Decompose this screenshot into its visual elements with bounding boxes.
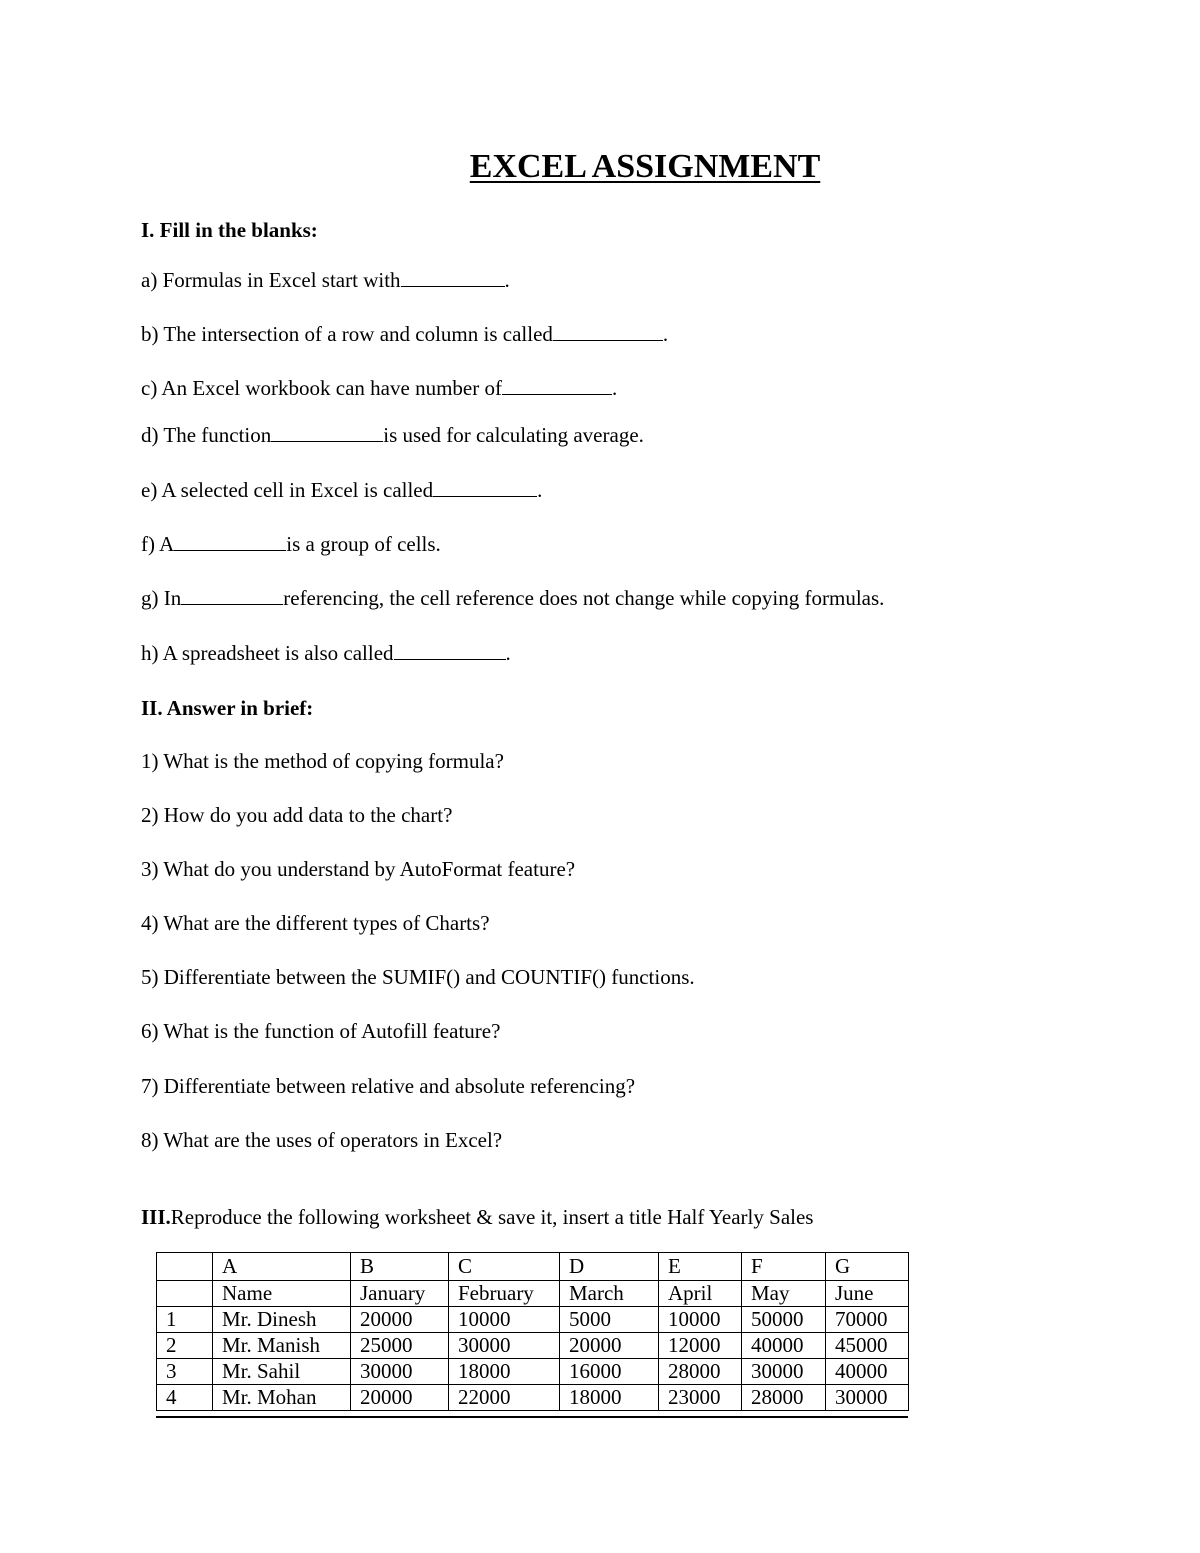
question-3: 3) What do you understand by AutoFormat feature? (141, 857, 576, 881)
table-cell: February (449, 1281, 560, 1307)
table-cell: 18000 (560, 1385, 659, 1411)
table-cell: March (560, 1281, 659, 1307)
item-text: d) The function (141, 423, 272, 447)
section-three-label: III. (141, 1205, 171, 1229)
table-cell: 30000 (826, 1385, 909, 1411)
table-cell: 2 (157, 1333, 213, 1359)
table-cell: 3 (157, 1359, 213, 1385)
table-row (157, 1333, 909, 1359)
question-8: 8) What are the uses of operators in Excel? (141, 1128, 503, 1152)
table-cell: 12000 (659, 1333, 742, 1359)
page-title: EXCEL ASSIGNMENT (469, 148, 821, 185)
table-cell: May (742, 1281, 826, 1307)
item-text: a) Formulas in Excel start with (141, 268, 401, 292)
item-text: e) A selected cell in Excel is called (141, 478, 434, 502)
blank-line (174, 532, 286, 551)
table-cell: 45000 (826, 1333, 909, 1359)
table-cell: G (826, 1253, 909, 1281)
fill-blank-item-b (141, 322, 668, 347)
section-heading-fill-blanks: I. Fill in the blanks: (141, 218, 318, 242)
item-text: . (662, 322, 669, 346)
blank-line (502, 376, 612, 395)
table-row (157, 1307, 909, 1333)
column-letter-row (157, 1253, 909, 1281)
table-row (157, 1385, 909, 1411)
table-cell: 22000 (449, 1385, 560, 1411)
table-cell: 10000 (449, 1307, 560, 1333)
table-cell: 25000 (351, 1333, 449, 1359)
table-cell: 10000 (659, 1307, 742, 1333)
section-heading-answer-brief: II. Answer in brief: (141, 696, 314, 720)
blank-line (401, 268, 505, 287)
table-cell: 70000 (826, 1307, 909, 1333)
table-cell: 4 (157, 1385, 213, 1411)
item-text: c) An Excel workbook can have number of (141, 376, 502, 400)
header-row (157, 1281, 909, 1307)
table-cell: 50000 (742, 1307, 826, 1333)
section-three-text: Reproduce the following worksheet & save it, insert a title Half Yearly Sales (170, 1205, 814, 1229)
table-cell: Mr. Manish (213, 1333, 351, 1359)
worksheet-table (156, 1252, 909, 1411)
blank-line (394, 641, 506, 660)
table-cell: June (826, 1281, 909, 1307)
table-cell: 23000 (659, 1385, 742, 1411)
question-4: 4) What are the different types of Charts? (141, 911, 490, 935)
blank-line (553, 322, 663, 341)
table-cell: Mr. Mohan (213, 1385, 351, 1411)
item-text: referencing, the cell reference does not change while copying formulas. (283, 586, 885, 610)
table-cell: 20000 (351, 1307, 449, 1333)
table-cell: F (742, 1253, 826, 1281)
table-cell (157, 1253, 213, 1281)
question-6: 6) What is the function of Autofill feature? (141, 1019, 501, 1043)
table-bottom-rule (156, 1416, 908, 1418)
fill-blank-item-a (141, 268, 510, 293)
table-cell: April (659, 1281, 742, 1307)
table-cell: B (351, 1253, 449, 1281)
item-text: g) In (141, 586, 182, 610)
table-cell: Name (213, 1281, 351, 1307)
question-7: 7) Differentiate between relative and absolute referencing? (141, 1074, 636, 1098)
fill-blank-item-d (141, 423, 644, 448)
blank-line (271, 423, 383, 442)
table-cell: 20000 (351, 1385, 449, 1411)
table-cell: 40000 (742, 1333, 826, 1359)
table-cell: 28000 (659, 1359, 742, 1385)
table-cell: 30000 (449, 1333, 560, 1359)
item-text: h) A spreadsheet is also called (141, 641, 394, 665)
table-cell: 20000 (560, 1333, 659, 1359)
blank-line (433, 478, 537, 497)
blank-line (181, 586, 283, 605)
item-text: b) The intersection of a row and column is called (141, 322, 553, 346)
table-cell (157, 1281, 213, 1307)
table-cell: 28000 (742, 1385, 826, 1411)
section-three-instruction (141, 1205, 813, 1230)
table-cell: 5000 (560, 1307, 659, 1333)
question-2: 2) How do you add data to the chart? (141, 803, 453, 827)
item-text: is a group of cells. (286, 532, 441, 556)
table-cell: 1 (157, 1307, 213, 1333)
item-text: . (537, 478, 543, 502)
fill-blank-item-f (141, 532, 441, 557)
item-text: . (504, 268, 510, 292)
fill-blank-item-g (141, 586, 884, 611)
table-cell: 40000 (826, 1359, 909, 1385)
table-cell: January (351, 1281, 449, 1307)
question-1: 1) What is the method of copying formula? (141, 749, 504, 773)
item-text: f) A (141, 532, 175, 556)
table-row (157, 1359, 909, 1385)
item-text: is used for calculating average. (383, 423, 644, 447)
table-cell: 18000 (449, 1359, 560, 1385)
fill-blank-item-e (141, 478, 542, 503)
item-text: . (611, 376, 618, 400)
table-cell: A (213, 1253, 351, 1281)
table-cell: C (449, 1253, 560, 1281)
fill-blank-item-h (141, 641, 511, 666)
table-cell: 30000 (351, 1359, 449, 1385)
table-cell: 30000 (742, 1359, 826, 1385)
table-cell: Mr. Dinesh (213, 1307, 351, 1333)
table-cell: Mr. Sahil (213, 1359, 351, 1385)
table-cell: D (560, 1253, 659, 1281)
table-cell: E (659, 1253, 742, 1281)
fill-blank-item-c (141, 376, 617, 401)
item-text: . (505, 641, 511, 665)
question-5: 5) Differentiate between the SUMIF() and COUNTIF() functions. (141, 965, 695, 989)
table-cell: 16000 (560, 1359, 659, 1385)
